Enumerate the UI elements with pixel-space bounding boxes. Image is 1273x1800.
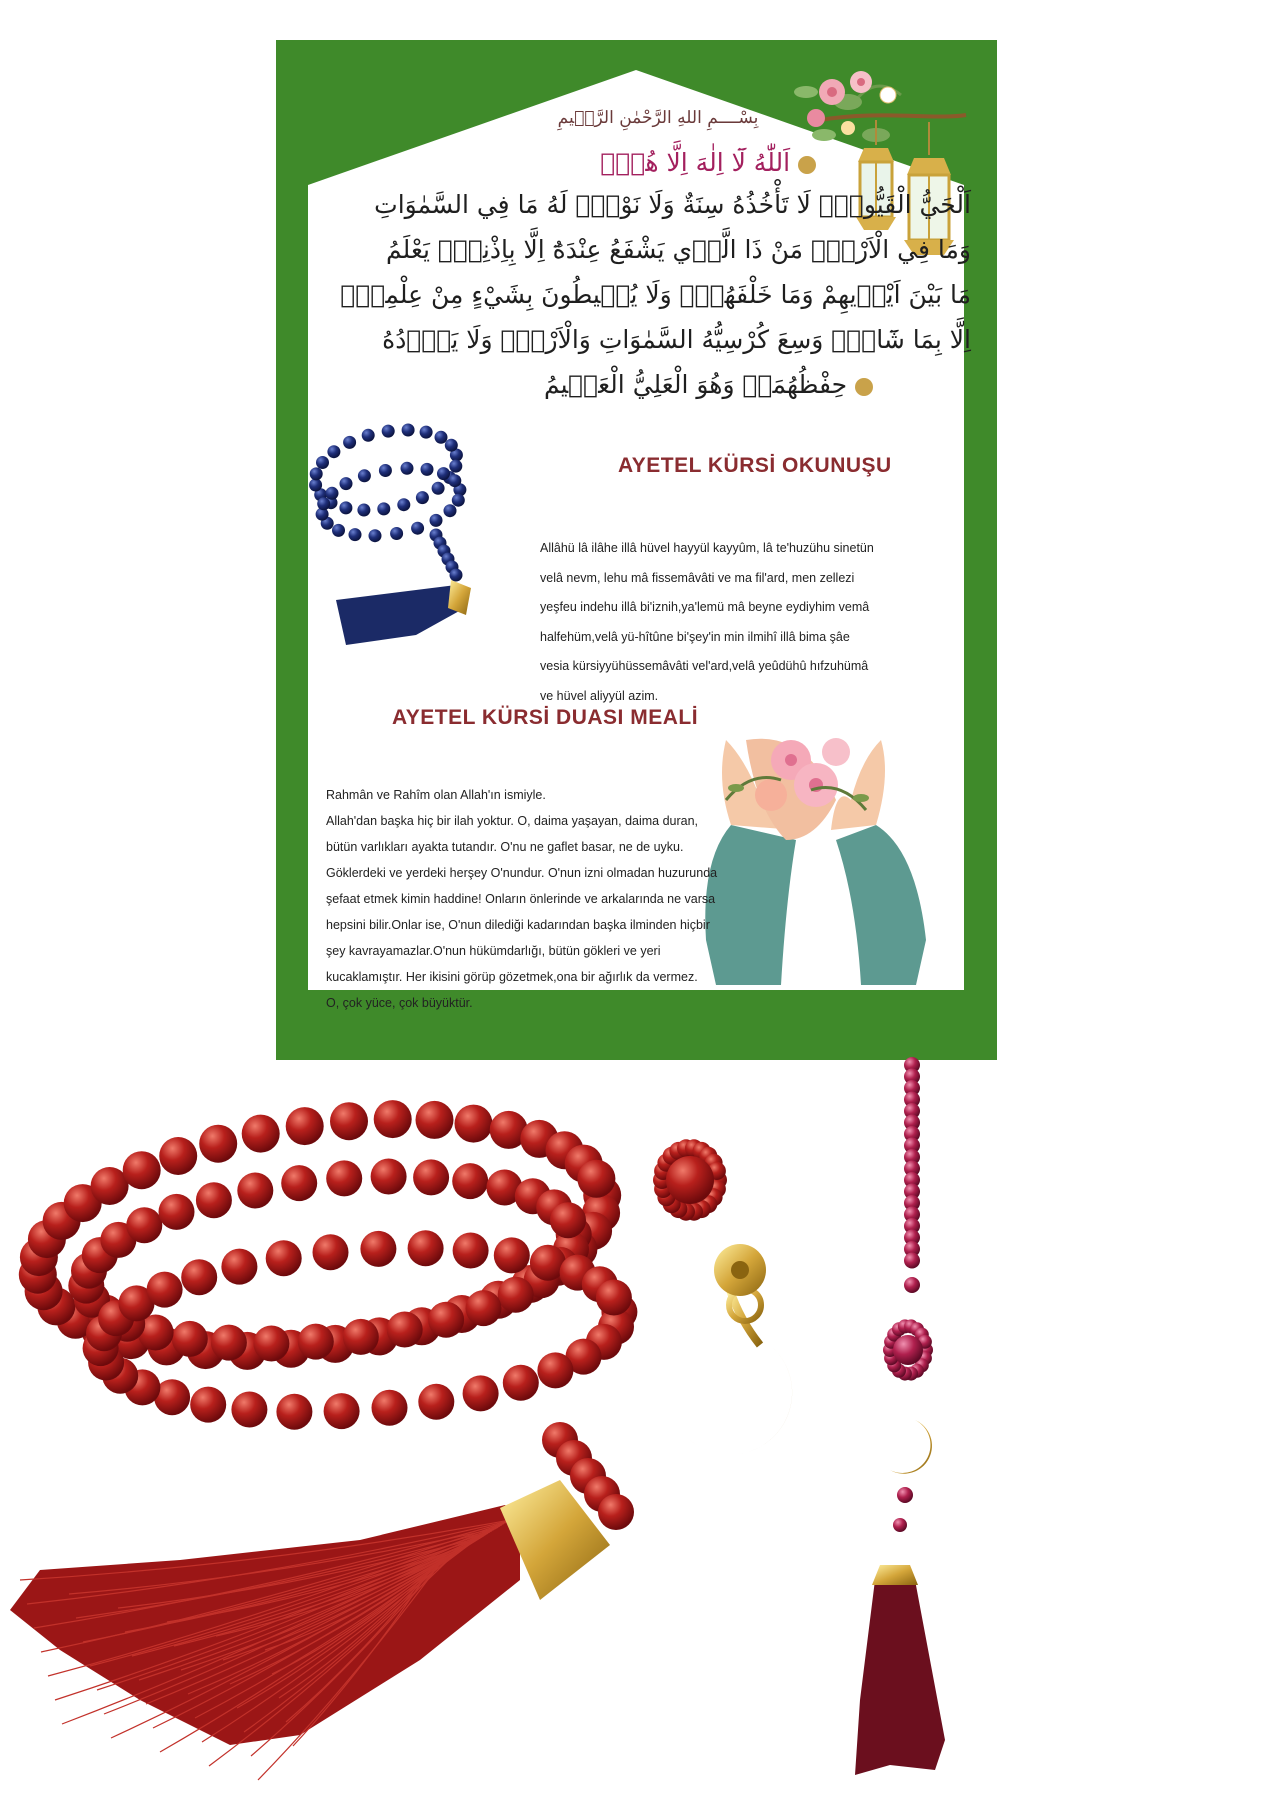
gold-flower-cap-icon — [714, 1244, 766, 1296]
okunus-line: Allâhü lâ ilâhe illâ hüvel hayyül kayyûm, lâ te'huzühu sinetün — [540, 541, 874, 555]
meal-line: Rahmân ve Rahîm olan Allah'ın ismiyle. — [326, 788, 546, 802]
red-bead — [324, 1393, 360, 1429]
red-bead — [387, 1312, 423, 1348]
red-bead — [498, 1277, 534, 1313]
red-bead — [537, 1352, 573, 1388]
red-bead — [196, 1182, 232, 1218]
red-bead — [374, 1100, 412, 1138]
red-bead — [452, 1163, 488, 1199]
red-bead — [159, 1194, 195, 1230]
red-bead — [159, 1137, 197, 1175]
red-bead — [372, 1390, 408, 1426]
meal-line: O, çok yüce, çok büyüktür. — [326, 996, 473, 1010]
ornament-crescent-icon — [890, 1420, 932, 1474]
meal-line: şefaat etmek kimin haddine! Onların önlerinde ve arkalarında ne varsa — [326, 892, 716, 906]
basmala-text: بِسْــــمِ اللهِ الرَّحْمٰنِ الرَّح۪يمِ — [557, 108, 759, 128]
maroon-tassel-icon — [855, 1580, 945, 1775]
red-bead — [242, 1115, 280, 1153]
red-bead — [253, 1326, 289, 1362]
red-bead — [298, 1324, 334, 1360]
red-bead — [276, 1394, 312, 1430]
red-bead — [596, 1280, 632, 1316]
meal-line: hepsini bilir.Onlar ise, O'nun dilediği kadarından başka ilminden hiçbir — [326, 918, 710, 932]
red-bead — [598, 1494, 634, 1530]
red-bead — [231, 1392, 267, 1428]
red-bead — [494, 1237, 530, 1273]
red-tassel-icon — [10, 1480, 610, 1780]
red-bead — [360, 1231, 396, 1267]
red-bead — [408, 1230, 444, 1266]
meal-line: Göklerdeki ve yerdeki herşey O'nundur. O'nun izni olmadan huzurunda — [326, 866, 718, 880]
red-bead — [666, 1156, 714, 1204]
red-bead — [503, 1365, 539, 1401]
okunus-line: yeşfeu indehu illâ bi'iznih,ya'lemü mâ beyne eydiyhim vemâ — [540, 600, 870, 614]
verse-line: اَلْحَيُّ الْقَيُّومُۚ لَا تَأْخُذُهُ سِنَةٌ وَلَا نَوْمٌۜ لَهُ مَا فِي السَّمٰوَاتِ — [374, 190, 971, 219]
red-bead — [550, 1202, 586, 1238]
red-bead — [266, 1240, 302, 1276]
meal-heading: AYETEL KÜRSİ DUASI MEALİ — [392, 706, 699, 729]
red-bead — [172, 1321, 208, 1357]
red-bead — [281, 1165, 317, 1201]
verse-line: مَا بَيْنَ اَيْد۪يهِمْ وَمَا خَلْفَهُمْۚ وَلَا يُح۪يطُونَ بِشَيْءٍ مِنْ عِلْمِه۪ٓ — [340, 280, 971, 309]
red-bead — [286, 1107, 324, 1145]
red-bead — [455, 1105, 493, 1143]
verse-line: اِلَّا بِمَا شَٓاءَۚ وَسِعَ كُرْسِيُّهُ السَّمٰوَاتِ وَالْاَرْضَۚ وَلَا يَؤُ۫دُهُ — [382, 325, 971, 354]
red-rosary-icon — [19, 1100, 727, 1530]
red-bead — [371, 1159, 407, 1195]
meal-line: Allah'dan başka hiç bir ilah yoktur. O, daima yaşayan, daima duran, — [326, 814, 699, 828]
okunus-line: halfehüm,velâ yü-hîtûne bi'şey'in min ilmihî illâ bima şâe — [540, 629, 850, 644]
red-bead — [453, 1233, 489, 1269]
red-bead — [221, 1249, 257, 1285]
red-bead — [413, 1159, 449, 1195]
red-bead — [190, 1387, 226, 1423]
red-bead — [330, 1102, 368, 1140]
red-bead — [466, 1290, 502, 1326]
pink-bead — [904, 1277, 920, 1293]
red-bead — [463, 1375, 499, 1411]
ornament-cap-icon — [872, 1565, 918, 1585]
pink-bead — [904, 1253, 920, 1269]
red-bead — [326, 1160, 362, 1196]
red-bead — [313, 1234, 349, 1270]
okunus-heading: AYETEL KÜRSİ OKUNUŞU — [618, 454, 892, 477]
red-bead — [147, 1272, 183, 1308]
meal-line: kucaklamıştır. Her ikisini görüp gözetmek,ona bir ağırlık da vermez. — [326, 970, 698, 984]
verse-line: وَمَا فِي الْاَرْضِۜ مَنْ ذَا الَّذ۪ي يَشْفَعُ عِنْدَهُٓ اِلَّا بِاِذْنِه۪ۜ يَعْلَمُ — [386, 235, 971, 264]
okunus-line: velâ nevm, lehu mâ fissemâvâti ve ma fil'ard, men zellezi — [540, 570, 855, 585]
red-bead — [237, 1173, 273, 1209]
verse-opening-line: اَللّٰهُ لَٓا اِلٰهَ اِلَّا هُوَۚ — [646, 148, 816, 177]
pink-bead — [897, 1487, 913, 1503]
verse-closing-line: حِفْظُهُمَاۚ وَهُوَ الْعَلِيُّ الْعَظ۪يمُ — [446, 370, 971, 399]
red-bead — [418, 1384, 454, 1420]
hanging-tassel-ornament-icon — [883, 1057, 933, 1532]
okunus-line: vesia kürsiyyühüssemâvâti vel'ard,velâ yeûdühû hıfzuhümâ — [540, 659, 869, 673]
red-bead — [416, 1101, 454, 1139]
gold-crescent-icon — [690, 1289, 792, 1455]
red-bead — [123, 1151, 161, 1189]
red-bead — [199, 1125, 237, 1163]
meal-line: şey kavrayamazlar.O'nun hükümdarlığı, bütün gökleri ve yeri — [326, 944, 661, 958]
pink-bead — [893, 1335, 923, 1365]
red-bead — [577, 1160, 615, 1198]
meal-line: bütün varlıkları ayakta tutandır. O'nu ne gaflet basar, ne de uyku. — [326, 840, 684, 854]
red-bead — [126, 1207, 162, 1243]
okunus-line: ve hüvel aliyyül azim. — [540, 688, 659, 703]
red-bead — [343, 1319, 379, 1355]
red-bead — [428, 1302, 464, 1338]
red-bead — [211, 1325, 247, 1361]
red-bead — [181, 1259, 217, 1295]
pink-bead — [893, 1518, 907, 1532]
